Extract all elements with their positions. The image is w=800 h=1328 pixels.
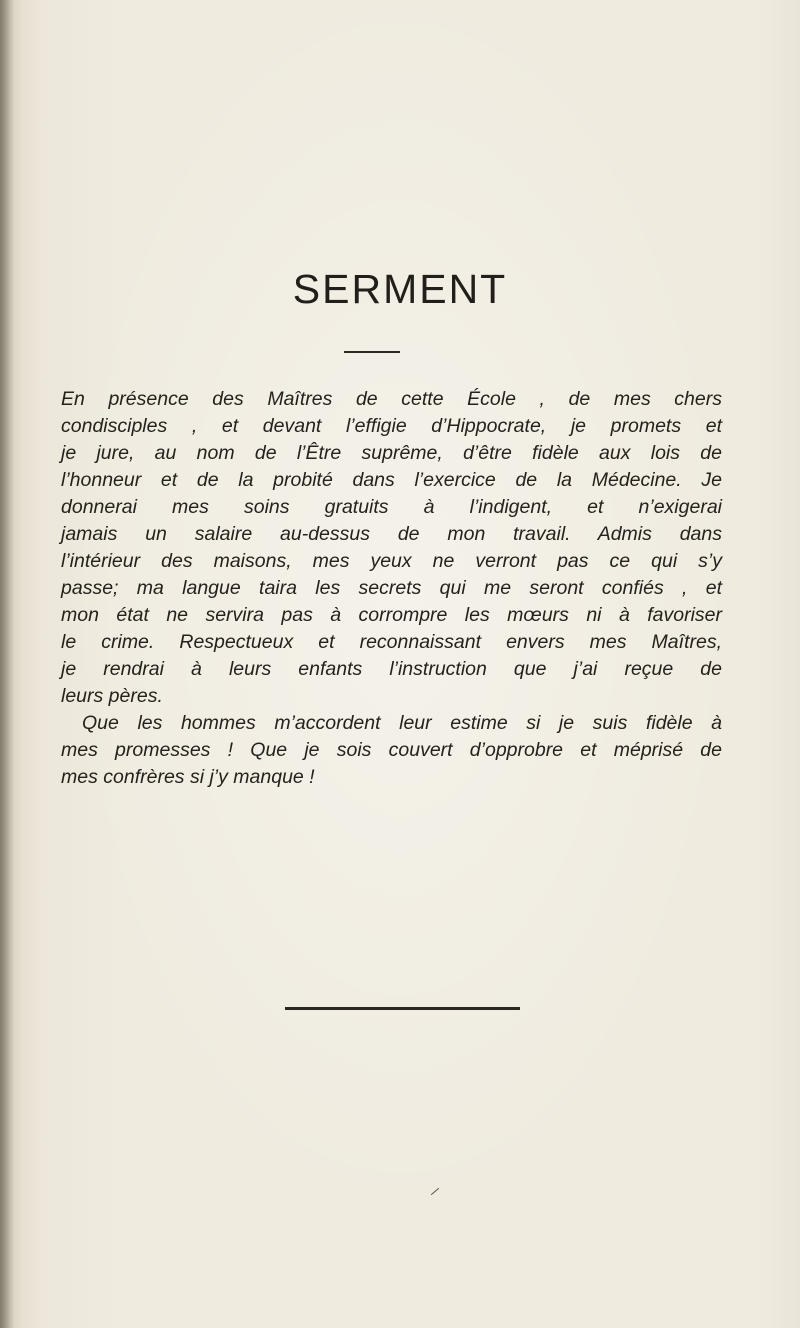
oath-text — [61, 386, 722, 791]
oath-line: En présence des Maîtres de cette École , de mes chers — [61, 388, 722, 410]
title-divider — [344, 351, 400, 353]
oath-line: mes confrères si j’y manque ! — [61, 766, 315, 788]
page-title: SERMENT — [292, 266, 508, 312]
pencil-mark — [431, 1188, 439, 1195]
oath-line: jamais un salaire au-dessus de mon travail. Admis dans — [61, 523, 722, 545]
oath-line: le crime. Respectueux et reconnaissant envers mes Maîtres, — [61, 631, 722, 653]
oath-line: mes promesses ! Que je sois couvert d’opprobre et méprisé de — [61, 739, 722, 761]
oath-line: condisciples , et devant l’effigie d’Hippocrate, je promets et — [61, 415, 722, 437]
oath-line: passe; ma langue taira les secrets qui me seront confiés , et — [61, 577, 722, 599]
oath-line: donnerai mes soins gratuits à l’indigent, et n’exigerai — [61, 496, 722, 518]
closing-divider — [285, 1007, 520, 1010]
oath-line: mon état ne servira pas à corrompre les mœurs ni à favoriser — [61, 604, 722, 626]
binding-shadow — [0, 0, 14, 1328]
oath-line: je jure, au nom de l’Être suprême, d’être fidèle aux lois de — [61, 442, 722, 464]
oath-line: l’intérieur des maisons, mes yeux ne verront pas ce qui s’y — [61, 550, 722, 572]
oath-line: Que les hommes m’accordent leur estime si je suis fidèle à — [82, 712, 722, 734]
oath-line: leurs pères. — [61, 685, 163, 707]
oath-line: je rendrai à leurs enfants l’instruction que j’ai reçue de — [61, 658, 722, 680]
oath-line: l’honneur et de la probité dans l’exercice de la Médecine. Je — [61, 469, 722, 491]
